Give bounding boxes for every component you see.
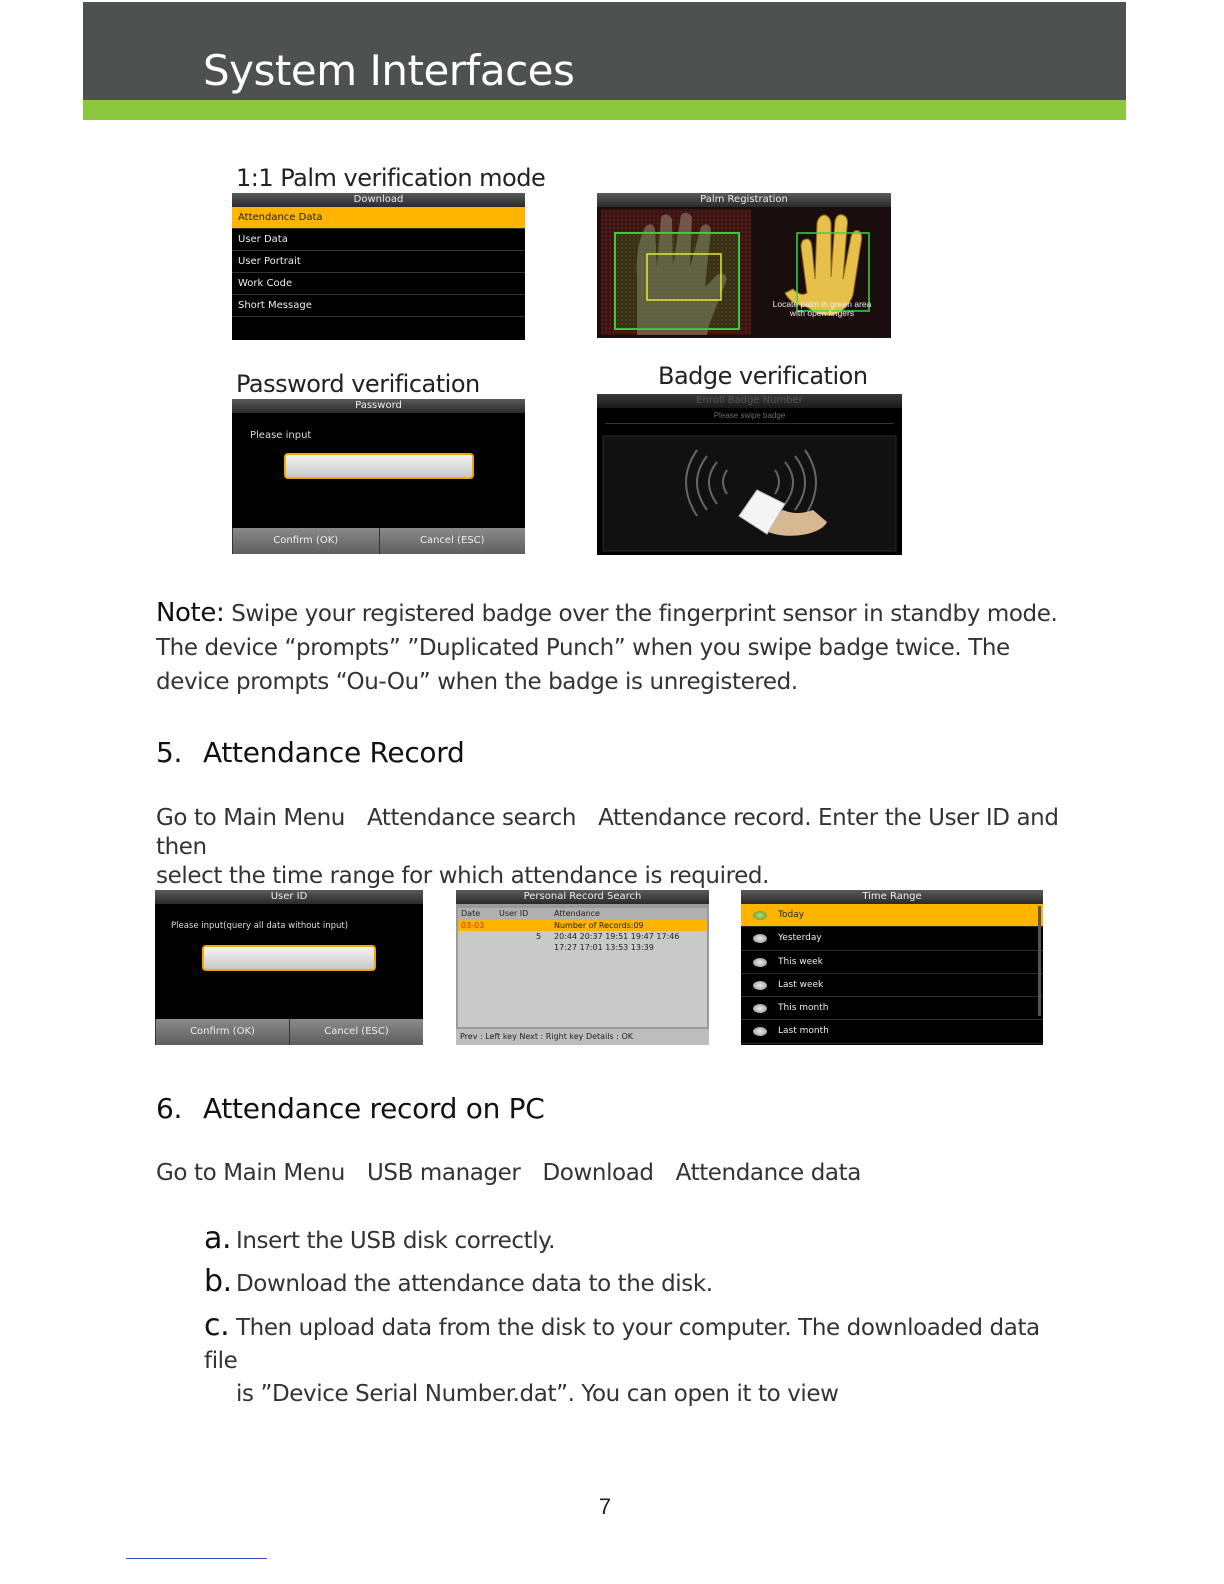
user-id-cancel-button[interactable]: Cancel (ESC) (289, 1019, 423, 1045)
col-user-id: User ID (499, 909, 529, 918)
time-range-option-last-month[interactable] (741, 1020, 1043, 1043)
menu-item-work-code[interactable]: Work Code (232, 273, 525, 295)
confirm-button[interactable]: Confirm (OK) (232, 528, 379, 554)
radio-icon (753, 981, 767, 990)
time-range-option-yesterday[interactable] (741, 927, 1043, 950)
cancel-button[interactable]: Cancel (ESC) (379, 528, 526, 554)
section-5-text-tail: Enter the User ID and then (156, 805, 1059, 860)
user-id-prompt: Please input(query all data without input) (171, 921, 349, 931)
cell-attendance: 17:27 17:01 13:53 13:39 (554, 943, 654, 952)
time-range-option-last-week[interactable] (741, 974, 1043, 997)
badge-swipe-graphic (597, 430, 902, 555)
record-search-screen (456, 890, 709, 1045)
section-5-title: Attendance Record (203, 736, 465, 769)
palm-hint-line1: Locate palm in green area (772, 299, 872, 309)
cell-date (458, 931, 496, 942)
user-id-title: User ID (155, 890, 423, 904)
palm-registration-screen (597, 193, 891, 338)
radio-icon (753, 958, 767, 967)
section-6-path (156, 1159, 1076, 1188)
password-title: Password (232, 399, 525, 413)
table-row[interactable] (458, 931, 707, 942)
time-range-option-this-month[interactable] (741, 997, 1043, 1020)
password-input[interactable] (284, 453, 474, 479)
palm-registration-title: Palm Registration (597, 193, 891, 207)
note-text: Swipe your registered badge over the fingerprint sensor in standby mode. The device “prompts” ”Duplicated Punch” when you swipe badge twice. The device prompts “Ou-Ou” when the badge is unregistered. (156, 601, 1058, 695)
cell-user-id (496, 942, 551, 953)
record-table (458, 908, 707, 1027)
list-item (204, 1265, 1054, 1301)
radio-icon (753, 911, 767, 920)
note-paragraph (156, 596, 1076, 699)
col-attendance: Attendance (554, 909, 600, 918)
password-caption: Password verification (236, 370, 480, 398)
section-6-heading (156, 1092, 544, 1125)
cell-attendance: 20:44 20:37 19:51 19:47 17:46 (554, 932, 680, 941)
path-download: Download (542, 1160, 654, 1186)
path-attendance-record: Attendance record. (598, 805, 812, 831)
menu-item-short-message[interactable]: Short Message (232, 295, 525, 317)
time-range-option-today[interactable] (741, 904, 1043, 927)
note-label: Note: (156, 598, 225, 628)
radio-icon (753, 1027, 767, 1036)
palm-mode-caption: 1:1 Palm verification mode (236, 164, 546, 192)
section-5-text-line2: select the time range for which attendance is required. (156, 863, 770, 889)
password-screen (232, 399, 525, 554)
time-range-label: Last month (778, 1026, 829, 1037)
time-range-screen (741, 890, 1043, 1045)
footer-link-line (126, 1558, 267, 1559)
table-row[interactable] (458, 942, 707, 953)
path-main-menu: Go to Main Menu (156, 1160, 345, 1186)
palm-hint (753, 300, 891, 318)
section-6-title: Attendance record on PC (203, 1092, 545, 1125)
record-search-title: Personal Record Search (456, 890, 709, 904)
list-marker: a. (204, 1221, 232, 1256)
radio-icon (753, 934, 767, 943)
section-6-number: 6. (156, 1092, 183, 1125)
list-text: Insert the USB disk correctly. (236, 1228, 556, 1254)
table-row[interactable] (458, 920, 707, 931)
page-title: System Interfaces (203, 46, 575, 95)
scrollbar[interactable] (1038, 906, 1041, 1016)
cell-user-id: 5 (536, 932, 542, 941)
download-menu-title: Download (232, 193, 525, 207)
section-5-heading (156, 736, 464, 769)
password-prompt: Please input (250, 430, 312, 441)
time-range-title: Time Range (741, 890, 1043, 904)
radio-icon (753, 1004, 767, 1013)
badge-screen (597, 394, 902, 555)
section-5-instructions (156, 804, 1076, 891)
password-button-bar (232, 528, 525, 554)
time-range-label: This week (778, 956, 823, 967)
user-id-button-bar (155, 1019, 423, 1045)
user-id-screen (155, 890, 423, 1045)
page-number: 7 (598, 1494, 612, 1519)
badge-title: Enroll Badge Number (597, 394, 902, 408)
record-search-footer: Prev : Left key Next : Right key Details : OK (456, 1029, 709, 1045)
list-text-continued: is ”Device Serial Number.dat”. You can open it to view (236, 1381, 839, 1407)
path-attendance-search: Attendance search (366, 805, 577, 831)
path-attendance-data: Attendance data (675, 1160, 861, 1186)
section-5-number: 5. (156, 736, 183, 769)
header-stripe (83, 100, 1126, 120)
path-usb-manager: USB manager (366, 1160, 521, 1186)
time-range-label: Today (778, 910, 805, 920)
palm-hint-line2: with open fingers (789, 308, 855, 318)
list-item (204, 1222, 1054, 1258)
cell-attendance: Number of Records:09 (554, 921, 644, 930)
badge-caption: Badge verification (658, 362, 868, 390)
time-range-label: Yesterday (778, 933, 822, 944)
col-date: Date (461, 909, 481, 918)
list-text: Download the attendance data to the disk. (236, 1271, 713, 1297)
list-text: Then upload data from the disk to your computer. The downloaded data file (204, 1315, 1040, 1374)
time-range-label: This month (778, 1003, 829, 1014)
user-id-input[interactable] (202, 945, 376, 971)
path-main-menu: Go to Main Menu (156, 805, 345, 831)
cell-user-id (496, 920, 551, 931)
cell-date: 03-03 (461, 921, 485, 930)
user-id-confirm-button[interactable]: Confirm (OK) (155, 1019, 289, 1045)
list-item (204, 1309, 1054, 1411)
menu-item-attendance-data[interactable]: Attendance Data (232, 207, 525, 229)
cell-date (458, 942, 496, 953)
menu-item-user-data[interactable]: User Data (232, 229, 525, 251)
record-table-header (458, 908, 707, 920)
menu-item-user-portrait[interactable]: User Portrait (232, 251, 525, 273)
list-marker: b. (204, 1264, 232, 1299)
time-range-option-this-week[interactable] (741, 951, 1043, 974)
palm-registration-graphic (597, 207, 891, 338)
list-marker: c. (204, 1308, 230, 1343)
badge-prompt: Please swipe badge (605, 408, 894, 424)
download-menu-screen (232, 193, 525, 340)
time-range-label: Last week (778, 979, 824, 990)
